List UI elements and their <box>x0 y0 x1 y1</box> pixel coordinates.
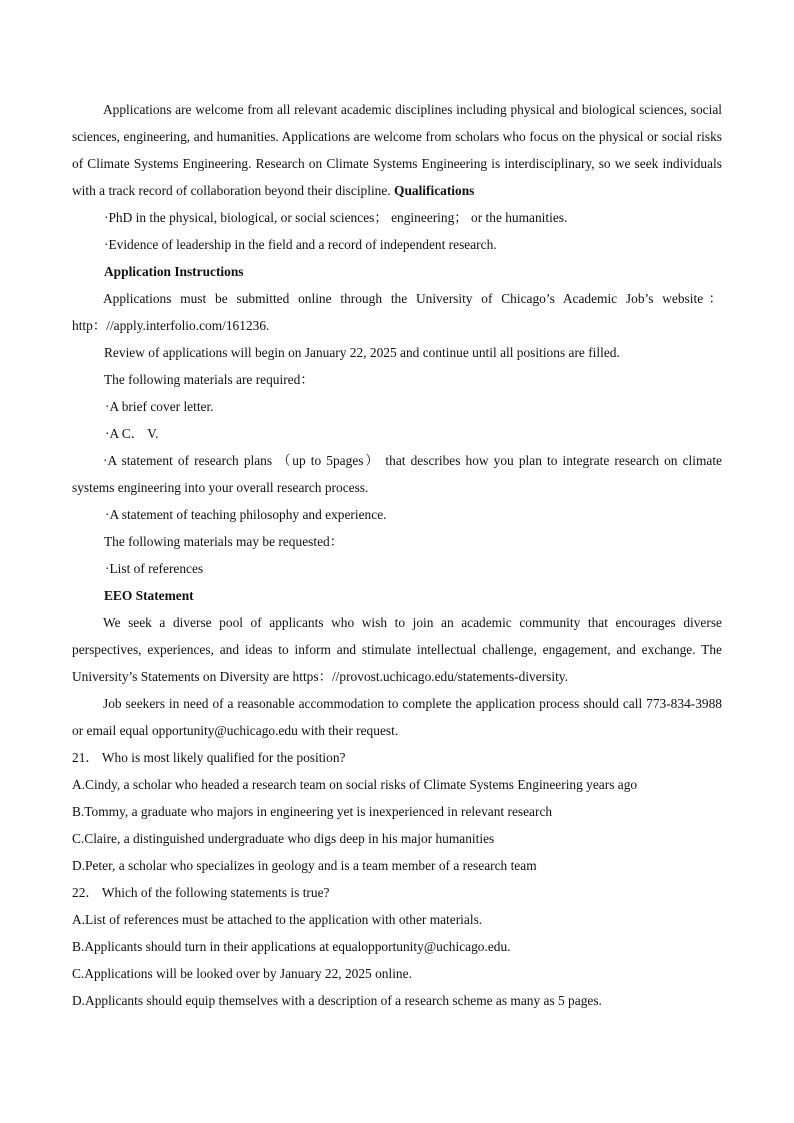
question-option: A.List of references must be attached to the application with other materials. <box>72 912 483 927</box>
intro-text: Applications are welcome from all relevant academic disciplines including physical and biological sciences, social sciences, engineering, and humanities. Applications are welcome from scholars who focus on the physical or social risks of Climate Systems Engineering. Research on Climate Systems Engineering is interdisciplinary, so we seek individuals with a track record of collaboration beyond their discipline. <box>72 102 722 198</box>
eeo-paragraph: We seek a diverse pool of applicants who wish to join an academic community that encourages diverse perspectives, experiences, and ideas to inform and stimulate intellectual challenge, engagement, and exchange. The University’s Statements on Diversity are https：//provost.uchicago.edu/statements-diversity. <box>72 615 722 684</box>
document-page <box>72 96 722 1014</box>
question-option: C.Applications will be looked over by January 22, 2025 online. <box>72 966 412 981</box>
question-option: C.Claire, a distinguished undergraduate who digs deep in his major humanities <box>72 831 495 846</box>
eeo-heading: EEO Statement <box>104 588 194 603</box>
instructions-submit: Applications must be submitted online through the University of Chicago’s Academic Job’s website： http：//apply.interfolio.com/161236. <box>72 291 722 333</box>
instructions-heading: Application Instructions <box>104 264 244 279</box>
question-option: A.Cindy, a scholar who headed a research team on social risks of Climate Systems Engineering years ago <box>72 777 638 792</box>
required-item: ·A statement of research plans （up to 5pages） that describes how you plan to integrate research on climate systems engineering into your overall research process. <box>72 453 722 495</box>
question-stem: 22． Which of the following statements is true? <box>72 885 330 900</box>
question-option: D.Peter, a scholar who specializes in geology and is a team member of a research team <box>72 858 537 873</box>
question-option: B.Applicants should turn in their applications at equalopportunity@uchicago.edu. <box>72 939 511 954</box>
requested-item: ·List of references <box>105 561 204 576</box>
required-label: The following materials are required： <box>104 372 314 387</box>
qualification-item: ·Evidence of leadership in the field and a record of independent research. <box>104 237 497 252</box>
question-option: D.Applicants should equip themselves with a description of a research scheme as many as 5 pages. <box>72 993 602 1008</box>
question-stem: 21． Who is most likely qualified for the position? <box>72 750 346 765</box>
qualifications-heading: Qualifications <box>394 183 475 198</box>
requested-label: The following materials may be requested： <box>104 534 344 549</box>
instructions-review: Review of applications will begin on January 22, 2025 and continue until all positions are filled. <box>104 345 620 360</box>
required-item: ·A brief cover letter. <box>105 399 214 414</box>
eeo-accommodation: Job seekers in need of a reasonable accommodation to complete the application process should call 773-834-3988 or email equal opportunity@uchicago.edu with their request. <box>72 696 722 738</box>
intro-paragraph <box>72 96 722 204</box>
qualification-item: ·PhD in the physical, biological, or social sciences； engineering； or the humanities. <box>104 210 568 225</box>
required-item: ·A C． V. <box>105 426 159 441</box>
required-item: ·A statement of teaching philosophy and experience. <box>105 507 387 522</box>
question-option: B.Tommy, a graduate who majors in engineering yet is inexperienced in relevant research <box>72 804 553 819</box>
